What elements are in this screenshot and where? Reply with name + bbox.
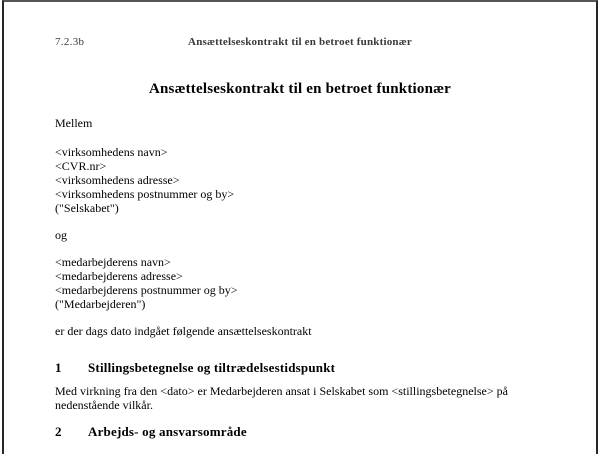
employee-zipcity-placeholder: <medarbejderens postnummer og by>: [55, 283, 238, 297]
company-name-placeholder: <virksomhedens navn>: [55, 145, 168, 159]
running-header-title: Ansættelseskontrakt til en betroet funktionær: [188, 36, 412, 48]
section-1-number: 1: [55, 360, 62, 375]
document-page: [2, 0, 598, 454]
employee-alias: ("Medarbejderen"): [55, 297, 146, 311]
page-header: [55, 36, 545, 50]
company-alias: ("Selskabet"): [55, 201, 119, 215]
document-number: 7.2.3b: [55, 36, 85, 48]
section-2-title: Arbejds- og ansvarsområde: [88, 424, 247, 439]
document-title: Ansættelseskontrakt til en betroet funktionær: [148, 81, 452, 97]
intro-og: og: [55, 228, 67, 242]
company-cvr-placeholder: <CVR.nr>: [55, 159, 107, 173]
company-zipcity-placeholder: <virksomhedens postnummer og by>: [55, 187, 235, 201]
section-1-body: Med virkning fra den <dato> er Medarbejderen ansat i Selskabet som <stillingsbetegnelse> på nedenstående vilkår.: [55, 384, 508, 412]
section-1-heading: [55, 360, 335, 376]
section-2-heading: [55, 424, 247, 440]
intro-conclusion: er der dags dato indgået følgende ansættelseskontrakt: [55, 324, 312, 338]
intro-mellem: Mellem: [55, 116, 93, 130]
employee-address-placeholder: <medarbejderens adresse>: [55, 269, 183, 283]
employee-name-placeholder: <medarbejderens navn>: [55, 255, 171, 269]
section-1-title: Stillingsbetegnelse og tiltrædelsestidspunkt: [88, 360, 336, 375]
company-address-placeholder: <virksomhedens adresse>: [55, 173, 180, 187]
section-2-number: 2: [55, 424, 62, 439]
company-block: [55, 145, 234, 215]
employee-block: [55, 255, 238, 311]
